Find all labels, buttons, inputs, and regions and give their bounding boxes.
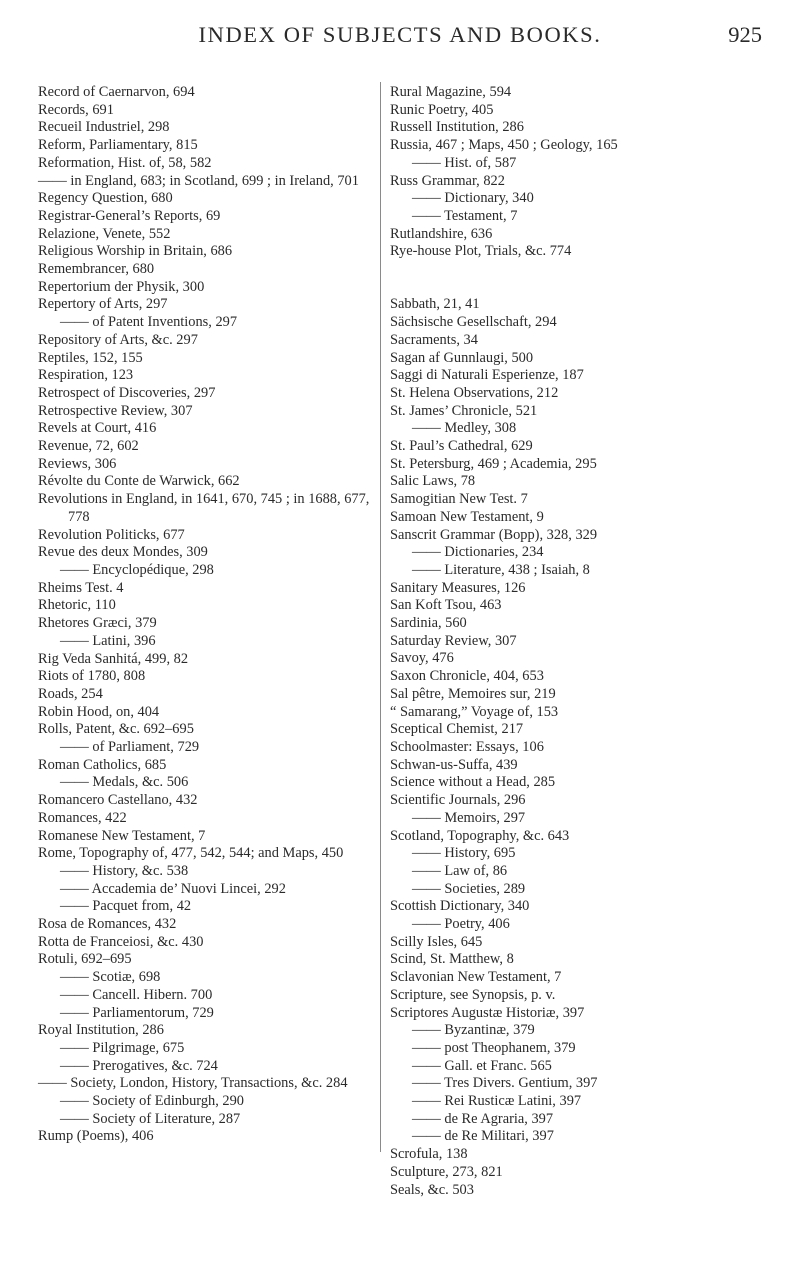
index-entry: Sal pêtre, Memoires sur, 219 <box>390 685 556 702</box>
index-entry: —— Medley, 308 <box>412 420 517 437</box>
index-entry: Russia, 467 ; Maps, 450 ; Geology, 165 <box>390 137 618 154</box>
page-number: 925 <box>728 22 762 47</box>
index-entry: Revels at Court, 416 <box>38 420 157 437</box>
section-gap <box>390 261 770 279</box>
index-entry: Reformation, Hist. of, 58, 582 <box>38 154 212 171</box>
index-entry: Schwan-us-Suffa, 439 <box>390 756 518 773</box>
index-entry: Retrospect of Discoveries, 297 <box>38 384 216 401</box>
index-entry: Revue des deux Mondes, 309 <box>38 544 208 561</box>
index-entry: Reviews, 306 <box>38 455 117 472</box>
index-entry: Russell Institution, 286 <box>390 119 524 136</box>
index-entry: Sächsische Gesellschaft, 294 <box>390 314 557 331</box>
index-entry: Sardinia, 560 <box>390 615 467 632</box>
index-column-right <box>390 84 770 1199</box>
index-entry: Relazione, Venete, 552 <box>38 225 171 242</box>
index-entry: —— Latini, 396 <box>60 632 156 649</box>
index-entry: Scientific Journals, 296 <box>390 792 526 809</box>
index-entry: Repertory of Arts, 297 <box>38 296 168 313</box>
index-entry: Samoan New Testament, 9 <box>390 508 544 525</box>
index-entry: —— History, 695 <box>412 845 516 862</box>
index-entry: —— Parliamentorum, 729 <box>60 1004 214 1021</box>
index-column-left <box>38 84 383 1146</box>
index-entry: —— Society of Edinburgh, 290 <box>60 1093 245 1110</box>
index-entry: —— de Re Agraria, 397 <box>412 1110 554 1127</box>
index-entry: Schoolmaster: Essays, 106 <box>390 738 544 755</box>
index-entry: Riots of 1780, 808 <box>38 668 146 685</box>
index-entry: Sculpture, 273, 821 <box>390 1163 503 1180</box>
index-entry: Repertorium der Physik, 300 <box>38 278 205 295</box>
index-entry: St. James’ Chronicle, 521 <box>390 402 538 419</box>
column-divider <box>380 82 381 1152</box>
index-entry: “ Samarang,” Voyage of, 153 <box>390 703 559 720</box>
index-entry: Révolte du Conte de Warwick, 662 <box>38 473 240 490</box>
index-entry: —— Poetry, 406 <box>412 916 510 933</box>
index-entry: —— Gall. et Franc. 565 <box>412 1057 552 1074</box>
index-entry: St. Helena Observations, 212 <box>390 384 559 401</box>
index-entry: Remembrancer, 680 <box>38 261 155 278</box>
index-entry: St. Paul’s Cathedral, 629 <box>390 438 533 455</box>
index-entry: Records, 691 <box>38 101 114 118</box>
index-entry: Russ Grammar, 822 <box>390 172 505 189</box>
index-entry: Reptiles, 152, 155 <box>38 349 143 366</box>
section-gap <box>390 279 770 297</box>
index-entry: Religious Worship in Britain, 686 <box>38 243 233 260</box>
index-entry: Seals, &c. 503 <box>390 1181 474 1198</box>
index-entry: Rheims Test. 4 <box>38 579 124 596</box>
page-header <box>0 22 800 62</box>
index-entry: Scrofula, 138 <box>390 1146 468 1163</box>
index-entry: —— Accademia de’ Nuovi Lincei, 292 <box>60 880 286 897</box>
index-entry: Sabbath, 21, 41 <box>390 296 480 313</box>
index-entry: —— Testament, 7 <box>412 207 518 224</box>
index-entry: Recueil Industriel, 298 <box>38 119 170 136</box>
index-entry: Reform, Parliamentary, 815 <box>38 137 198 154</box>
index-entry: Revolution Politicks, 677 <box>38 526 185 543</box>
index-entry: —— post Theophanem, 379 <box>412 1039 576 1056</box>
index-entry: Sanitary Measures, 126 <box>390 579 526 596</box>
index-entry: —— Cancell. Hibern. 700 <box>60 986 213 1003</box>
index-entry: Sceptical Chemist, 217 <box>390 721 524 738</box>
index-entry: —— History, &c. 538 <box>60 862 189 879</box>
index-entry: Roads, 254 <box>38 685 103 702</box>
index-entry: Rutlandshire, 636 <box>390 225 493 242</box>
index-entry: Salic Laws, 78 <box>390 473 476 490</box>
index-entry: Sanscrit Grammar (Bopp), 328, 329 <box>390 526 598 543</box>
index-entry: Royal Institution, 286 <box>38 1022 164 1039</box>
index-entry: Scripture, see Synopsis, p. v. <box>390 986 556 1003</box>
index-entry: Rosa de Romances, 432 <box>38 916 177 933</box>
index-entry: Samogitian New Test. 7 <box>390 491 528 508</box>
index-entry: Rotuli, 692–695 <box>38 951 132 968</box>
index-entry: Rotta de Franceiosi, &c. 430 <box>38 933 204 950</box>
index-entry: Rhetoric, 110 <box>38 597 116 614</box>
index-entry: Rye-house Plot, Trials, &c. 774 <box>390 243 572 260</box>
index-entry: —— Dictionary, 340 <box>412 190 534 207</box>
index-entry: Saggi di Naturali Esperienze, 187 <box>390 367 584 384</box>
page-title: INDEX OF SUBJECTS AND BOOKS. <box>198 22 602 47</box>
index-entry: Retrospective Review, 307 <box>38 402 193 419</box>
index-entry: St. Petersburg, 469 ; Academia, 295 <box>390 455 597 472</box>
index-entry: —— Pacquet from, 42 <box>60 898 192 915</box>
index-entry: —— Prerogatives, &c. 724 <box>60 1057 218 1074</box>
index-entry: Revenue, 72, 602 <box>38 438 139 455</box>
index-entry: Roman Catholics, 685 <box>38 756 167 773</box>
index-entry: Rural Magazine, 594 <box>390 84 512 100</box>
index-entry: Scind, St. Matthew, 8 <box>390 951 514 968</box>
index-entry: Revolutions in England, in 1641, 670, 745 ; in 1688, 677, 778 <box>38 491 370 525</box>
index-entry: —— Tres Divers. Gentium, 397 <box>412 1075 598 1092</box>
index-entry: —— Rei Rusticæ Latini, 397 <box>412 1093 582 1110</box>
index-entry: —— Memoirs, 297 <box>412 809 526 826</box>
index-entry: Scottish Dictionary, 340 <box>390 898 530 915</box>
index-entry: —— de Re Militari, 397 <box>412 1128 554 1145</box>
index-entry: —— Scotiæ, 698 <box>60 969 161 986</box>
index-entry: Romancero Castellano, 432 <box>38 792 198 809</box>
index-entry: —— Law of, 86 <box>412 862 508 879</box>
index-entry: Romances, 422 <box>38 809 127 826</box>
index-entry: Sagan af Gunnlaugi, 500 <box>390 349 534 366</box>
index-entry: Rump (Poems), 406 <box>38 1128 154 1145</box>
index-entry: Saturday Review, 307 <box>390 632 517 649</box>
index-entry: San Koft Tsou, 463 <box>390 597 502 614</box>
index-entry: Record of Caernarvon, 694 <box>38 84 195 100</box>
index-entry: Repository of Arts, &c. 297 <box>38 331 198 348</box>
index-entry: —— Encyclopédique, 298 <box>60 561 214 578</box>
index-entry: Rome, Topography of, 477, 542, 544; and Maps, 450 <box>38 845 344 862</box>
index-entry: —— Dictionaries, 234 <box>412 544 544 561</box>
index-entry: Saxon Chronicle, 404, 653 <box>390 668 544 685</box>
index-entry: —— Society of Literature, 287 <box>60 1110 241 1127</box>
index-entry: —— Societies, 289 <box>412 880 526 897</box>
index-entry: Sacraments, 34 <box>390 331 478 348</box>
index-entry: —— Pilgrimage, 675 <box>60 1039 185 1056</box>
index-entry: Regency Question, 680 <box>38 190 173 207</box>
index-entry: Scriptores Augustæ Historiæ, 397 <box>390 1004 585 1021</box>
index-entry: Romanese New Testament, 7 <box>38 827 206 844</box>
index-entry: —— of Patent Inventions, 297 <box>60 314 238 331</box>
index-entry: —— Medals, &c. 506 <box>60 774 189 791</box>
index-entry: Respiration, 123 <box>38 367 134 384</box>
index-entry: —— Society, London, History, Transactions, &c. 284 <box>38 1075 348 1092</box>
index-entry: —— Byzantinæ, 379 <box>412 1022 535 1039</box>
index-entry: Rig Veda Sanhitá, 499, 82 <box>38 650 189 667</box>
index-entry: Rolls, Patent, &c. 692–695 <box>38 721 194 738</box>
index-entry: Savoy, 476 <box>390 650 454 667</box>
index-entry: Registrar-General’s Reports, 69 <box>38 207 221 224</box>
index-entry: —— Literature, 438 ; Isaiah, 8 <box>412 561 590 578</box>
index-entry: Runic Poetry, 405 <box>390 101 494 118</box>
index-entry: Science without a Head, 285 <box>390 774 556 791</box>
index-entry: —— of Parliament, 729 <box>60 739 200 756</box>
index-entry: Sclavonian New Testament, 7 <box>390 969 562 986</box>
index-entry: —— Hist. of, 587 <box>412 154 517 171</box>
index-entry: Scilly Isles, 645 <box>390 933 483 950</box>
index-entry: Robin Hood, on, 404 <box>38 703 160 720</box>
index-entry: —— in England, 683; in Scotland, 699 ; in Ireland, 701 <box>38 172 359 189</box>
index-entry: Rhetores Græci, 379 <box>38 615 157 632</box>
index-entry: Scotland, Topography, &c. 643 <box>390 827 570 844</box>
